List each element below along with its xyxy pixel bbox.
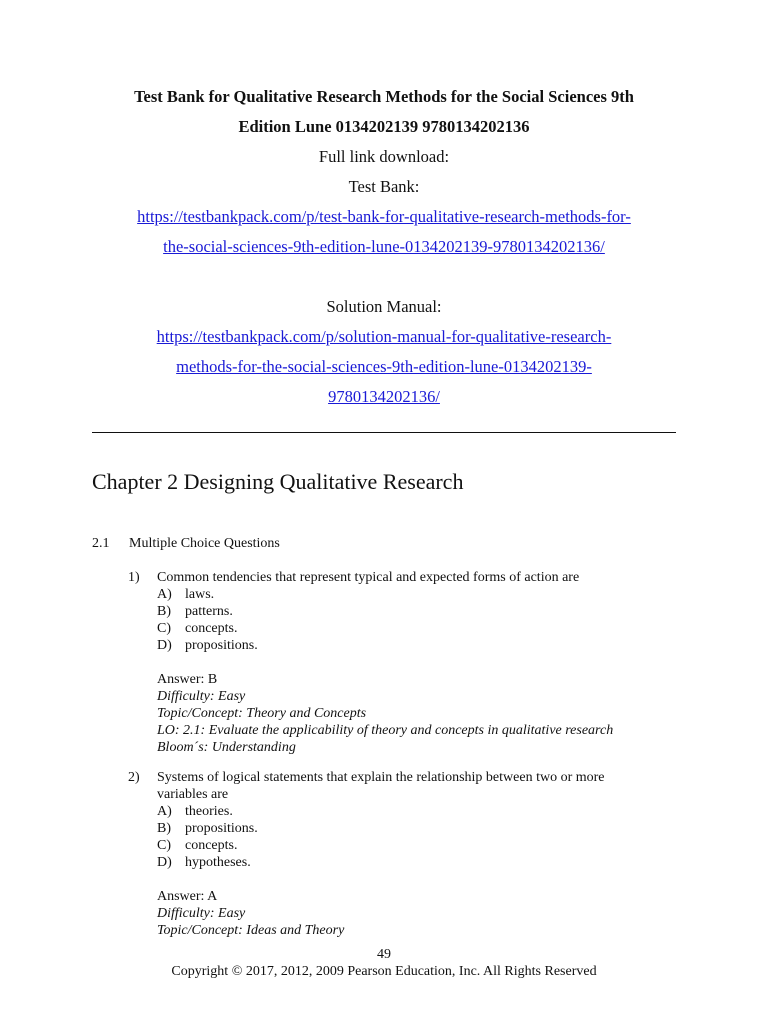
question-2-stem bbox=[128, 769, 605, 786]
answer-key: Answer: A bbox=[157, 889, 218, 904]
full-link-label: Full link download: bbox=[318, 147, 450, 166]
section-number: 2.1 bbox=[92, 536, 110, 551]
header-spacer bbox=[40, 262, 728, 292]
option-b bbox=[157, 820, 605, 837]
test-bank-label: Test Bank: bbox=[348, 177, 420, 196]
answer-options bbox=[128, 586, 613, 654]
option-text: hypotheses. bbox=[185, 855, 251, 870]
answer-options bbox=[128, 803, 605, 871]
question-1 bbox=[128, 569, 613, 756]
topic-concept: Topic/Concept: Ideas and Theory bbox=[157, 923, 345, 938]
option-letter: C) bbox=[157, 838, 171, 853]
option-c bbox=[157, 620, 613, 637]
question-1-stem bbox=[128, 569, 613, 586]
option-c bbox=[157, 837, 605, 854]
learning-objective: LO: 2.1: Evaluate the applicability of theory and concepts in qualitative research bbox=[157, 723, 614, 738]
option-d bbox=[157, 854, 605, 871]
document-title-line-2: Edition Lune 0134202139 9780134202136 bbox=[238, 117, 530, 136]
question-2 bbox=[128, 769, 605, 939]
solution-manual-link-line-1[interactable]: https://testbankpack.com/p/solution-manual-for-qualitative-research- bbox=[156, 327, 612, 346]
question-2-meta bbox=[128, 888, 605, 939]
option-text: propositions. bbox=[185, 638, 258, 653]
solution-manual-link-line-3[interactable]: 9780134202136/ bbox=[328, 387, 440, 406]
difficulty: Difficulty: Easy bbox=[157, 906, 246, 921]
option-text: patterns. bbox=[185, 604, 233, 619]
test-bank-link-line-1[interactable]: https://testbankpack.com/p/test-bank-for-qualitative-research-methods-for- bbox=[137, 207, 631, 226]
option-d bbox=[157, 637, 613, 654]
option-text: concepts. bbox=[185, 621, 238, 636]
copyright-notice: Copyright © 2017, 2012, 2009 Pearson Education, Inc. All Rights Reserved bbox=[171, 964, 597, 979]
option-letter: B) bbox=[157, 821, 171, 836]
section-heading bbox=[92, 535, 280, 552]
blooms-level: Bloom´s: Understanding bbox=[157, 740, 296, 755]
question-text: Common tendencies that represent typical and expected forms of action are bbox=[157, 570, 580, 585]
solution-manual-link-line-2[interactable]: methods-for-the-social-sciences-9th-edition-lune-0134202139- bbox=[176, 357, 592, 376]
answer-key: Answer: B bbox=[157, 672, 218, 687]
question-number: 1) bbox=[128, 570, 140, 585]
option-text: theories. bbox=[185, 804, 233, 819]
option-letter: D) bbox=[157, 855, 172, 870]
option-letter: A) bbox=[157, 804, 172, 819]
option-letter: A) bbox=[157, 587, 172, 602]
page-footer bbox=[0, 946, 768, 980]
option-letter: C) bbox=[157, 621, 171, 636]
section-title: Multiple Choice Questions bbox=[129, 536, 280, 551]
solution-manual-label: Solution Manual: bbox=[326, 297, 442, 316]
topic-concept: Topic/Concept: Theory and Concepts bbox=[157, 706, 367, 721]
option-letter: D) bbox=[157, 638, 172, 653]
document-header bbox=[40, 82, 728, 412]
page-number: 49 bbox=[377, 947, 391, 962]
option-a bbox=[157, 586, 613, 603]
option-text: concepts. bbox=[185, 838, 238, 853]
difficulty: Difficulty: Easy bbox=[157, 689, 246, 704]
question-number: 2) bbox=[128, 770, 140, 785]
test-bank-link-line-2[interactable]: the-social-sciences-9th-edition-lune-0134202139-9780134202136/ bbox=[163, 237, 605, 256]
question-1-meta bbox=[128, 671, 613, 756]
option-a bbox=[157, 803, 605, 820]
option-text: propositions. bbox=[185, 821, 258, 836]
option-b bbox=[157, 603, 613, 620]
option-text: laws. bbox=[185, 587, 215, 602]
option-letter: B) bbox=[157, 604, 171, 619]
document-title-line-1: Test Bank for Qualitative Research Methods for the Social Sciences 9th bbox=[134, 87, 634, 106]
horizontal-divider bbox=[92, 432, 676, 433]
question-text-continued: variables are bbox=[157, 787, 229, 802]
chapter-title: Chapter 2 Designing Qualitative Research bbox=[92, 469, 464, 494]
question-text: Systems of logical statements that explain the relationship between two or more bbox=[157, 770, 605, 785]
